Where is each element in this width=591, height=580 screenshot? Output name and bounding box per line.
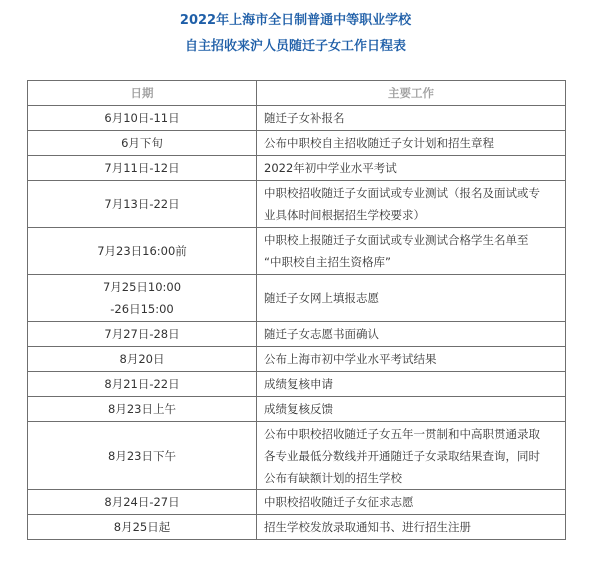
work-text: 公布有缺额计划的招生学校 — [264, 470, 402, 485]
table-row — [28, 422, 566, 490]
work-cell — [257, 490, 566, 515]
work-text: 中职校上报随迁子女面试或专业测试合格学生名单至 — [264, 233, 529, 247]
table-row — [28, 228, 566, 275]
work-text: 业具体时间根据招生学校要求） — [264, 208, 425, 222]
date-text: 8月24日-27日 — [104, 495, 180, 509]
document-title — [0, 8, 591, 60]
date-cell — [28, 372, 257, 397]
date-cell — [28, 131, 257, 156]
date-text: 6月下旬 — [121, 136, 163, 150]
table-row — [28, 106, 566, 131]
work-cell — [257, 228, 566, 275]
table-row — [28, 372, 566, 397]
date-text: 8月20日 — [119, 352, 165, 366]
work-cell — [257, 397, 566, 422]
work-text: 公布中职校招收随迁子女五年一贯制和中高职贯通录取 — [264, 426, 540, 441]
work-cell — [257, 156, 566, 181]
work-cell — [257, 106, 566, 131]
work-text: 中职校招收随迁子女征求志愿 — [264, 495, 414, 509]
work-text: 成绩复核申请 — [264, 377, 333, 391]
table-row — [28, 490, 566, 515]
table-row — [28, 275, 566, 322]
work-cell — [257, 347, 566, 372]
schedule-body — [28, 106, 566, 540]
work-text: 随迁子女志愿书面确认 — [264, 327, 379, 341]
date-cell — [28, 422, 257, 490]
table-row — [28, 156, 566, 181]
date-cell — [28, 156, 257, 181]
work-cell — [257, 322, 566, 347]
work-text: 公布上海市初中学业水平考试结果 — [264, 352, 437, 366]
date-cell — [28, 181, 257, 228]
date-text: -26日15:00 — [110, 302, 174, 316]
date-cell — [28, 106, 257, 131]
date-text: 7月13日-22日 — [104, 197, 180, 211]
table-row — [28, 397, 566, 422]
work-cell — [257, 515, 566, 540]
work-cell — [257, 181, 566, 228]
work-cell — [257, 372, 566, 397]
title-line-1: 2022年上海市全日制普通中等职业学校 — [179, 13, 412, 28]
date-cell — [28, 397, 257, 422]
work-text: 随迁子女网上填报志愿 — [264, 291, 379, 305]
date-text: 8月25日起 — [113, 520, 171, 534]
work-text: 各专业最低分数线并开通随迁子女录取结果查询，同时 — [264, 448, 540, 463]
table-row — [28, 322, 566, 347]
schedule-table — [27, 80, 566, 540]
work-cell — [257, 422, 566, 490]
date-cell — [28, 228, 257, 275]
work-text: 公布中职校自主招收随迁子女计划和招生章程 — [264, 136, 494, 150]
date-cell — [28, 490, 257, 515]
table-row — [28, 347, 566, 372]
table-row — [28, 515, 566, 540]
work-cell — [257, 275, 566, 322]
header-date: 日期 — [28, 81, 257, 106]
date-text: 7月27日-28日 — [104, 327, 180, 341]
work-cell — [257, 131, 566, 156]
date-cell — [28, 347, 257, 372]
date-text: 8月21日-22日 — [104, 377, 180, 391]
work-text: 中职校招收随迁子女面试或专业测试（报名及面试或专 — [264, 186, 540, 200]
header-work: 主要工作 — [257, 81, 566, 106]
work-text: 成绩复核反馈 — [264, 402, 333, 416]
work-text: “中职校自主招生资格库” — [264, 255, 391, 269]
work-text: 招生学校发放录取通知书、进行招生注册 — [264, 520, 471, 534]
date-cell — [28, 275, 257, 322]
date-text: 7月11日-12日 — [104, 161, 180, 175]
date-text: 7月25日10:00 — [102, 280, 182, 294]
date-cell — [28, 515, 257, 540]
table-header-row — [28, 81, 566, 106]
title-line-2: 自主招收来沪人员随迁子女工作日程表 — [184, 39, 406, 54]
date-text: 6月10日-11日 — [104, 111, 180, 125]
table-row — [28, 181, 566, 228]
date-text: 8月23日下午 — [108, 448, 176, 463]
work-text: 2022年初中学业水平考试 — [264, 161, 397, 175]
work-text: 随迁子女补报名 — [264, 111, 345, 125]
date-text: 7月23日16:00前 — [97, 244, 187, 258]
table-row — [28, 131, 566, 156]
date-cell — [28, 322, 257, 347]
date-text: 8月23日上午 — [108, 402, 176, 416]
